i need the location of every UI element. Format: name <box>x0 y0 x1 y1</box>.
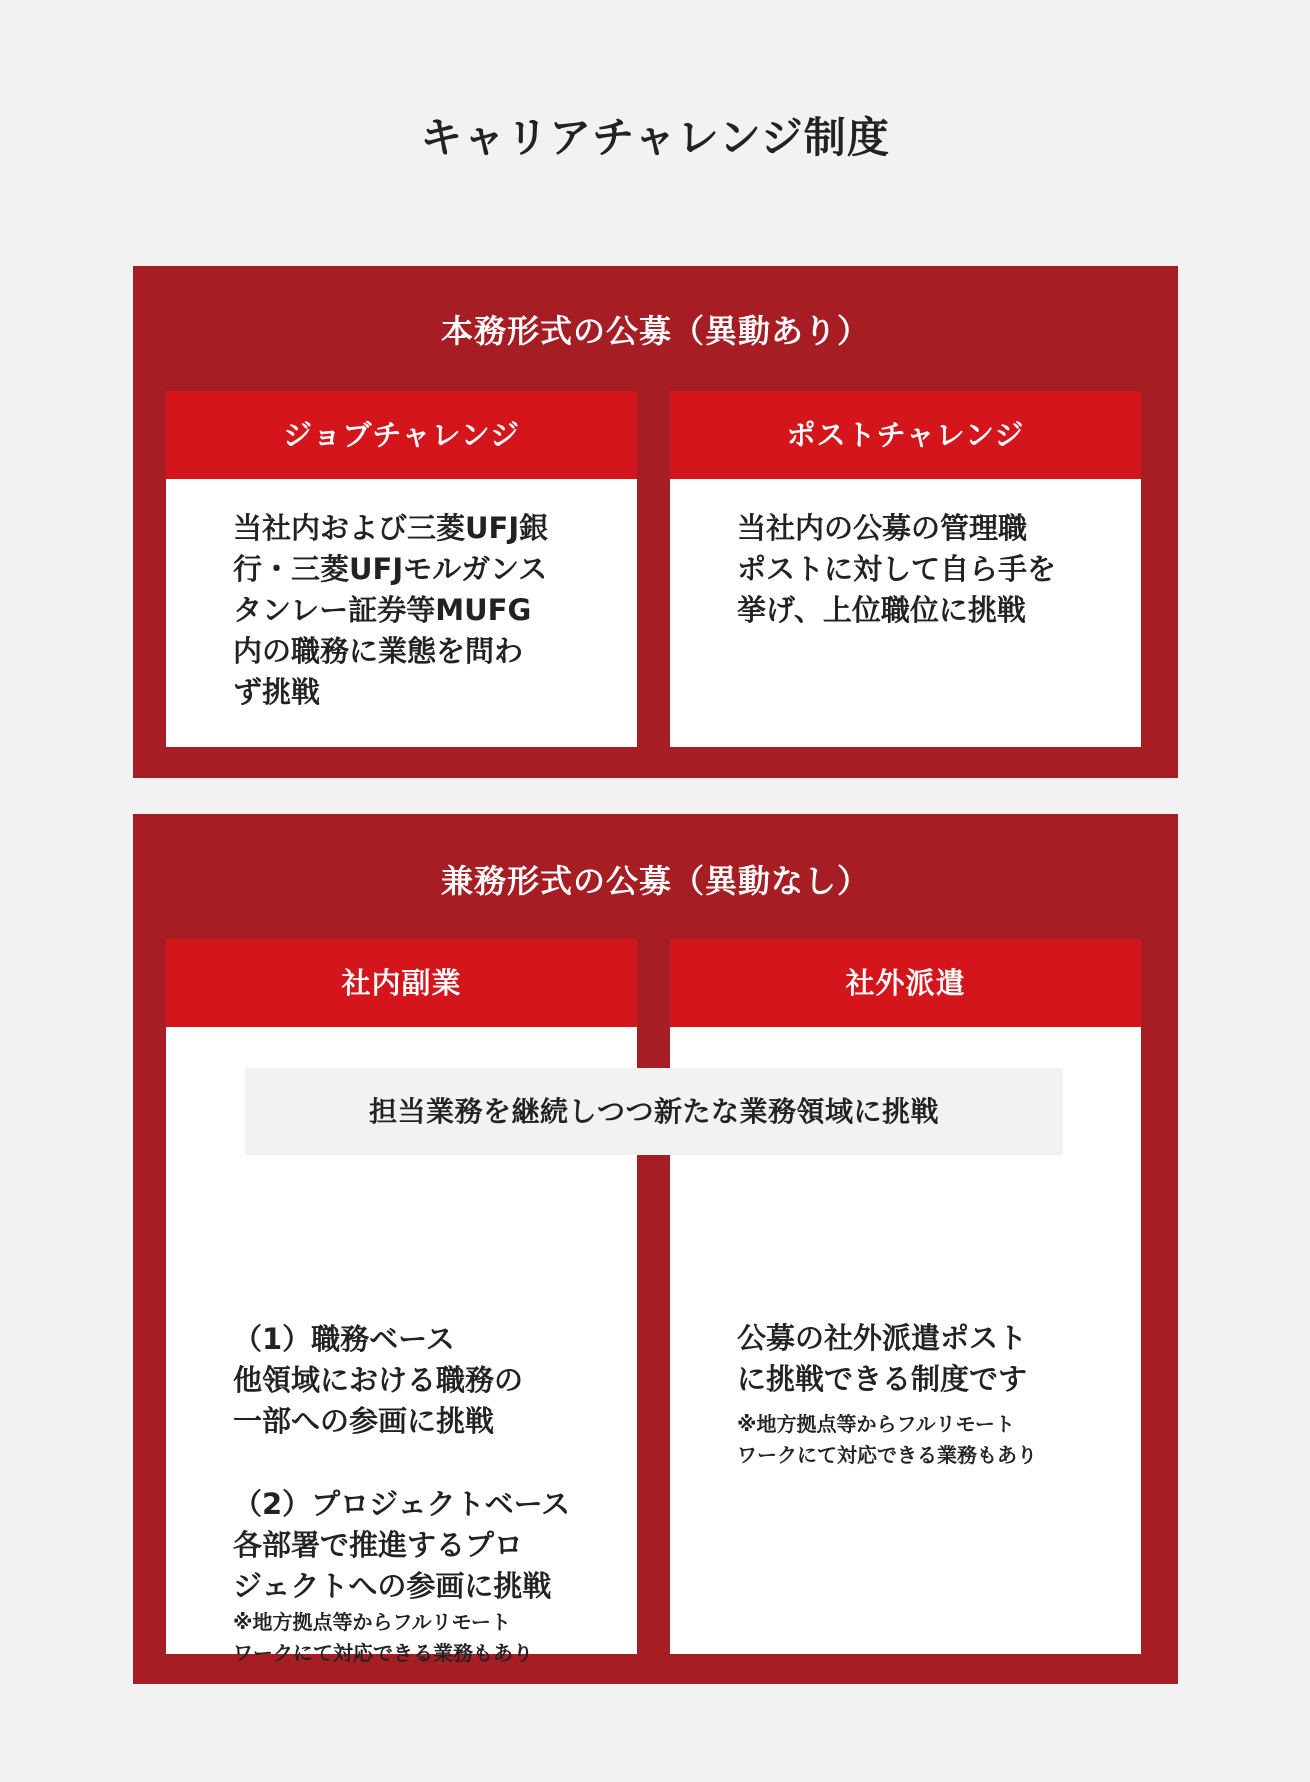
section-concurrent <box>133 814 1178 1684</box>
section-transfer <box>133 266 1178 778</box>
card-header-job-challenge: ジョブチャレンジ <box>166 391 637 479</box>
section-title-concurrent: 兼務形式の公募（異動なし） <box>440 862 870 900</box>
card-job-challenge <box>166 391 637 747</box>
shared-banner: 担当業務を継続しつつ新たな業務領域に挑戦 <box>245 1068 1063 1155</box>
card-body-job-based: （1）職務ベース 他領域における職務の 一部への参画に挑戦 <box>233 1322 524 1438</box>
section-title-transfer: 本務形式の公募（異動あり） <box>440 312 870 350</box>
card-note-external: ※地方拠点等からフルリモート ワークにて対応できる業務もあり <box>737 1412 1037 1467</box>
card-body-job-challenge: 当社内および三菱UFJ銀 行・三菱UFJモルガンス タンレー証券等MUFG 内の職務に業態を問わ ず挑戦 <box>233 511 549 709</box>
card-header-external-dispatch: 社外派遣 <box>670 939 1141 1027</box>
card-header-internal-side-job: 社内副業 <box>166 939 637 1027</box>
card-note-internal: ※地方拠点等からフルリモート ワークにて対応できる業務もあり <box>233 1610 533 1665</box>
card-internal-side-job <box>166 939 637 1665</box>
card-post-challenge <box>670 391 1141 747</box>
page-title: キャリアチャレンジ制度 <box>420 113 890 162</box>
card-external-dispatch <box>670 939 1141 1654</box>
card-header-post-challenge: ポストチャレンジ <box>670 391 1141 479</box>
card-body-external-dispatch: 公募の社外派遣ポスト に挑戦できる制度です <box>737 1321 1028 1396</box>
card-body-post-challenge: 当社内の公募の管理職 ポストに対して自ら手を 挙げ、上位職位に挑戦 <box>737 511 1057 627</box>
card-body-project-based: （2）プロジェクトベース 各部署で推進するプロ ジェクトへの参画に挑戦 <box>233 1487 571 1603</box>
